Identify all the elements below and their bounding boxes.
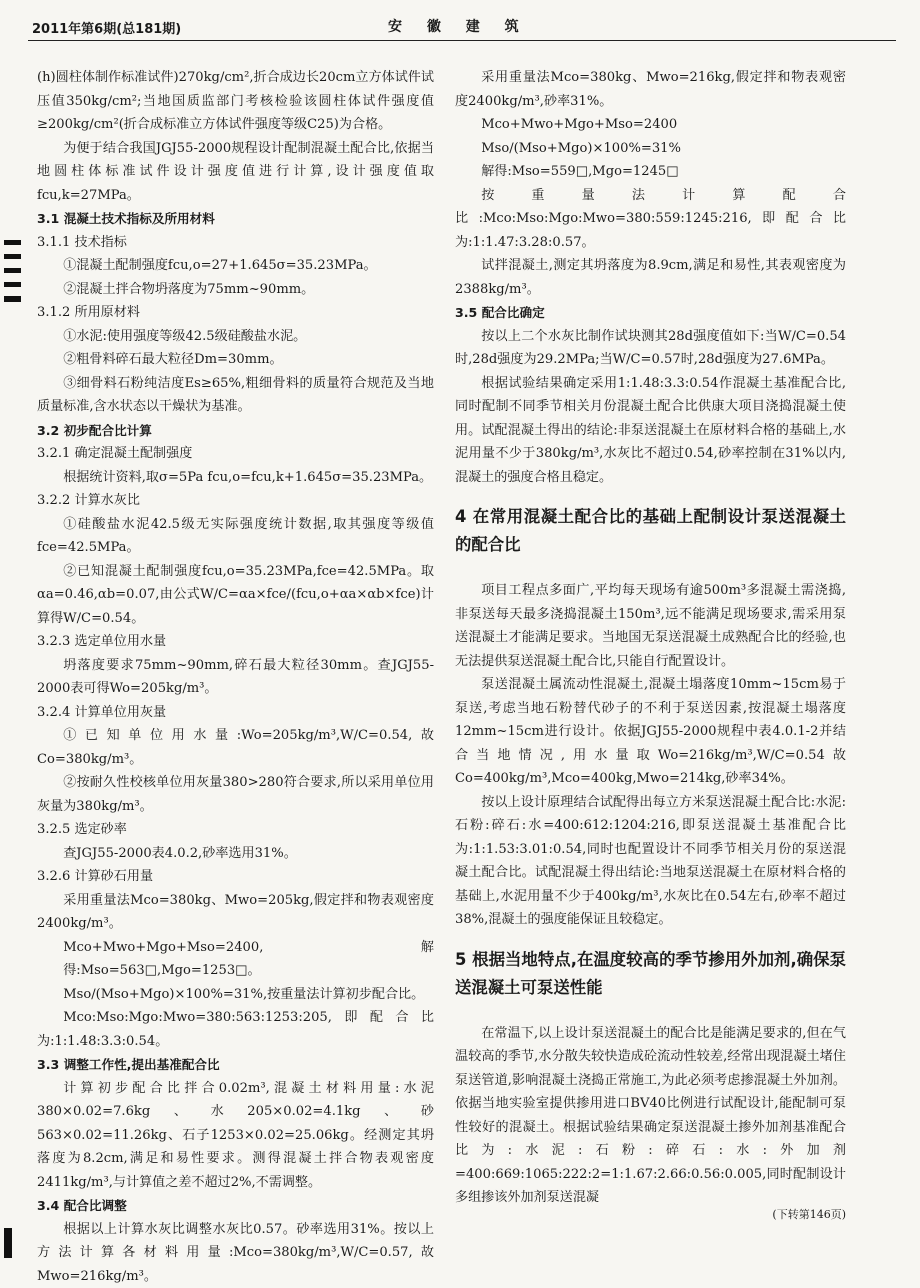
paragraph: 3.2.3 选定单位用水量: [37, 630, 434, 654]
left-column: [37, 66, 434, 1288]
paragraph: ②混凝土拌合物坍落度为75mm~90mm。: [37, 278, 434, 302]
margin-edge-mark: [4, 1228, 12, 1258]
journal-name: 安 徽 建 筑: [388, 16, 529, 36]
chapter-heading: 5 根据当地特点,在温度较高的季节掺用外加剂,确保泵送混凝土可泵送性能: [455, 946, 846, 1002]
section-heading: 3.2 初步配合比计算: [37, 419, 434, 443]
paragraph: 计算初步配合比拌合0.02m³,混凝土材料用量:水泥380×0.02=7.6kg、水205×0.02=4.1kg、砂563×0.02=11.26kg、石子1253×0.02=25.06kg。经测定其坍落度为8.2cm,满足和易性要求。测得混凝土拌合物表观密度2411kg/m³,与计算值之差不超过2%,不需调整。: [37, 1077, 434, 1195]
section-heading: 3.3 调整工作性,提出基准配合比: [37, 1053, 434, 1077]
paragraph: ②已知混凝土配制强度fcu,o=35.23MPa,fce=42.5MPa。取αa=0.46,αb=0.07,由公式W/C=αa×fce/(fcu,o+αa×αb×fce)计算得W/C=0.54。: [37, 560, 434, 631]
paragraph: ①硅酸盐水泥42.5级无实际强度统计数据,取其强度等级值fce=42.5MPa。: [37, 513, 434, 560]
section-heading: 3.1 混凝土技术指标及所用材料: [37, 207, 434, 231]
paragraph: ①水泥:使用强度等级42.5级硅酸盐水泥。: [37, 325, 434, 349]
paragraph: ②粗骨料碎石最大粒径Dm=30mm。: [37, 348, 434, 372]
paragraph: 试拌混凝土,测定其坍落度为8.9cm,满足和易性,其表观密度为2388kg/m³。: [455, 254, 846, 301]
paragraph: ③细骨料石粉纯洁度Es≥65%,粗细骨料的质量符合规范及当地质量标准,含水状态以干燥状为基准。: [37, 372, 434, 419]
paragraph: 在常温下,以上设计泵送混凝土的配合比是能满足要求的,但在气温较高的季节,水分散失较快造成砼流动性较差,经常出现混凝土堵住泵送管道,影响混凝土浇捣正常施工,为此必须考虑掺混凝土外加剂。依据当地实验室提供掺用进口BV40比例进行试配设计,能配制可泵性较好的混凝土。根据试验结果确定泵送混凝土掺外加剂基准配合比为:水泥:石粉:碎石:水:外加剂=400:669:1065:222:2=1:1.67:2.66:0.56:0.005,同时配制设计多组掺该外加剂泵送混凝: [455, 1022, 846, 1210]
paragraph: Mso/(Mso+Mgo)×100%=31%,按重量法计算初步配合比。: [37, 983, 434, 1007]
paragraph: Mco:Mso:Mgo:Mwo=380:563:1253:205,即配合比为:1:1.48:3.3:0.54。: [37, 1006, 434, 1053]
paragraph: 按以上二个水灰比制作试块测其28d强度值如下:当W/C=0.54时,28d强度为29.2MPa;当W/C=0.57时,28d强度为27.6MPa。: [455, 325, 846, 372]
margin-bar-mark: [4, 240, 21, 302]
paragraph: (h)圆柱体制作标准试件)270kg/cm²,折合成边长20cm立方体试件试压值350kg/cm²;当地国质监部门考核检验该圆柱体试件强度值≥200kg/cm²(折合成标准立方体试件强度等级C25)为合格。: [37, 66, 434, 137]
paragraph: 查JGJ55-2000表4.0.2,砂率选用31%。: [37, 842, 434, 866]
paragraph: 3.2.2 计算水灰比: [37, 489, 434, 513]
paragraph: 项目工程点多面广,平均每天现场有逾500m³多混凝土需浇捣,非泵送每天最多浇捣混凝土150m³,远不能满足现场要求,需采用泵送混凝土才能满足要求。当地国无泵送混凝土成熟配合比的经验,也无法提供泵送混凝土配合比,只能自行配置设计。: [455, 579, 846, 673]
chapter-heading: 4 在常用混凝土配合比的基础上配制设计泵送混凝土的配合比: [455, 503, 846, 559]
paragraph: 3.1.2 所用原材料: [37, 301, 434, 325]
paragraph: Mco+Mwo+Mgo+Mso=2400,解得:Mso=563□,Mgo=1253□。: [37, 936, 434, 983]
paragraph: 根据以上计算水灰比调整水灰比0.57。砂率选用31%。按以上方法计算各材料用量:Mco=380kg/m³,W/C=0.57,故Mwo=216kg/m³。: [37, 1218, 434, 1288]
paragraph: 根据试验结果确定采用1:1.48:3.3:0.54作混凝土基准配合比,同时配制不同季节相关月份混凝土配合比供康大项目浇捣混凝土使用。试配混凝土得出的结论:非泵送混凝土在原材料合格的基础上,水泥用量不少于380kg/m³,水灰比不超过0.54,砂率控制在31%以内,混凝土的强度合格且稳定。: [455, 372, 846, 490]
section-heading: 3.5 配合比确定: [455, 301, 846, 325]
issue-info: 2011年第6期(总181期): [32, 18, 181, 37]
paragraph: 采用重量法Mco=380kg、Mwo=216kg,假定拌和物表观密度2400kg/m³,砂率31%。: [455, 66, 846, 113]
paragraph: 3.2.6 计算砂石用量: [37, 865, 434, 889]
paragraph: 按重量法计算配合比:Mco:Mso:Mgo:Mwo=380:559:1245:216,即配合比为:1:1.47:3.28:0.57。: [455, 184, 846, 255]
paragraph: 3.2.1 确定混凝土配制强度: [37, 442, 434, 466]
continued-note: (下转第146页): [455, 1208, 846, 1222]
right-column: [455, 66, 846, 1222]
paragraph: 3.2.5 选定砂率: [37, 818, 434, 842]
running-header: [28, 14, 896, 41]
paragraph: 为便于结合我国JGJ55-2000规程设计配制混凝土配合比,依据当地圆柱体标准试件设计强度值进行计算,设计强度值取fcu,k=27MPa。: [37, 137, 434, 208]
paragraph: 坍落度要求75mm~90mm,碎石最大粒径30mm。查JGJ55-2000表可得Wo=205kg/m³。: [37, 654, 434, 701]
paragraph: Mso/(Mso+Mgo)×100%=31%: [455, 137, 846, 161]
paragraph: 解得:Mso=559□,Mgo=1245□: [455, 160, 846, 184]
paragraph: 泵送混凝土属流动性混凝土,混凝土塌落度10mm~15cm易于泵送,考虑当地石粉替代砂子的不利于泵送因素,按混凝土塌落度12mm~15cm进行设计。依据JGJ55-2000规程中表4.0.1-2并结合当地情况,用水量取Wo=216kg/m³,W/C=0.54故Co=400kg/m³,Mco=400kg,Mwo=214kg,砂率34%。: [455, 673, 846, 791]
paragraph: 采用重量法Mco=380kg、Mwo=205kg,假定拌和物表观密度2400kg/m³。: [37, 889, 434, 936]
paragraph: 3.2.4 计算单位用灰量: [37, 701, 434, 725]
paragraph: ①已知单位用水量:Wo=205kg/m³,W/C=0.54,故Co=380kg/m³。: [37, 724, 434, 771]
paragraph: 3.1.1 技术指标: [37, 231, 434, 255]
paragraph: 按以上设计原理结合试配得出每立方米泵送混凝土配合比:水泥:石粉:碎石:水=400:612:1204:216,即泵送混凝土基准配合比为:1:1.53:3.01:0.54,同时也配置设计不同季节相关月份的泵送混凝土配合比。试配混凝土得出结论:当地泵送混凝土在原材料合格的基础上,水泥用量不少于400kg/m³,水灰比在0.54左右,砂率不超过38%,混凝土的强度能保证且较稳定。: [455, 791, 846, 932]
paragraph: ②按耐久性校核单位用灰量380>280符合要求,所以采用单位用灰量为380kg/m³。: [37, 771, 434, 818]
section-heading: 3.4 配合比调整: [37, 1194, 434, 1218]
paragraph: ①混凝土配制强度fcu,o=27+1.645σ=35.23MPa。: [37, 254, 434, 278]
paragraph: Mco+Mwo+Mgo+Mso=2400: [455, 113, 846, 137]
paragraph: 根据统计资料,取σ=5Pa fcu,o=fcu,k+1.645σ=35.23MPa。: [37, 466, 434, 490]
